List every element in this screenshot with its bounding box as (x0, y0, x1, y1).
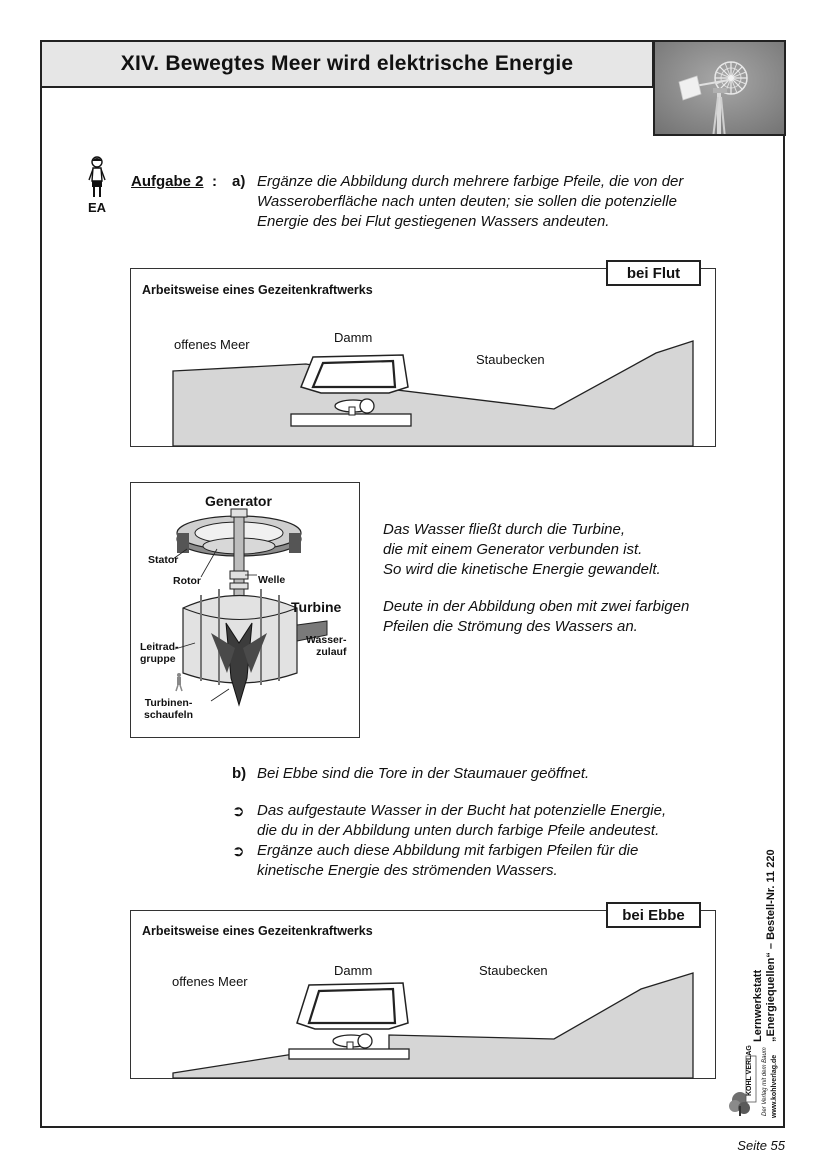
bullet-1-text (257, 801, 666, 841)
part-b-text: Bei Ebbe sind die Tore in der Staumauer geöffnet. (257, 765, 590, 782)
publisher-url: www.kohlverlag.de (771, 1054, 778, 1118)
part-a-letter: a) (232, 173, 246, 190)
wasserzulauf-line: zulauf (316, 646, 347, 658)
part-a-line: Energie des bei Flut gestiegenen Wassers andeuten. (257, 213, 610, 230)
generator-label: Generator (205, 493, 272, 509)
wasserzulauf-line: Wasser- (306, 634, 347, 646)
diagram-title: Arbeitsweise eines Gezeitenkraftwerks (142, 283, 373, 297)
ea-label: EA (87, 200, 107, 215)
page-title: XIV. Bewegtes Meer wird elektrische Energie (120, 52, 574, 75)
rotor-label: Rotor (173, 575, 201, 587)
leitrad-line: gruppe (140, 653, 176, 665)
stator-label: Stator (148, 554, 179, 566)
explanation-line: die mit einem Generator verbunden ist. (383, 541, 643, 558)
turbinenschaufeln-line: schaufeln (144, 709, 194, 721)
generator-turbine-illustration (130, 482, 360, 738)
turbine-label: Turbine (291, 599, 342, 615)
basin-label: Staubecken (479, 963, 548, 978)
diagram-flut (130, 268, 716, 447)
sidebar-title: Lernwerkstatt (752, 969, 764, 1042)
explanation-task-line: Pfeilen die Strömung des Wassers an. (383, 618, 638, 635)
publisher-slogan: Der Verlag mit dem Baum (762, 1047, 768, 1116)
bullet-line: Ergänze auch diese Abbildung mit farbigen Pfeilen für die (257, 842, 639, 859)
wasserzulauf-label (306, 634, 346, 658)
student-icon (86, 155, 108, 204)
explanation-line: Das Wasser fließt durch die Turbine, (383, 521, 626, 538)
explanation-task (383, 597, 689, 637)
title-bar (40, 40, 654, 88)
leitrad-label (140, 641, 179, 665)
dam-label: Damm (334, 963, 373, 978)
diagram-ebbe (130, 910, 716, 1079)
bullet-line: kinetische Energie des strömenden Wassers. (257, 862, 558, 879)
sea-label: offenes Meer (174, 337, 250, 352)
basin-label: Staubecken (476, 352, 545, 367)
part-a-line: Ergänze die Abbildung durch mehrere farbige Pfeile, die von der (257, 173, 684, 190)
dam-label: Damm (334, 330, 373, 345)
explanation-text (383, 520, 661, 580)
part-b-letter: b) (232, 765, 247, 782)
leitrad-line: Leitrad- (140, 641, 179, 653)
welle-label: Welle (258, 574, 286, 586)
turbinenschaufeln-line: Turbinen- (144, 697, 193, 709)
part-a-line: Wasseroberfläche nach unten deuten; sie sollen die potenzielle (257, 193, 677, 210)
turbinenschaufeln-label (144, 697, 193, 721)
bullet-2-text (257, 841, 638, 881)
windmill-photo (653, 40, 786, 136)
sea-label: offenes Meer (172, 974, 248, 989)
sidebar-order: „Energiequellen“ – Bestell-Nr. 11 220 (765, 849, 777, 1042)
flut-tag: bei Flut (606, 260, 701, 286)
task-colon: : (212, 173, 217, 190)
task-label: Aufgabe 2 (131, 173, 204, 190)
arrow-bullet-icon: ➲ (232, 843, 245, 860)
arrow-bullet-icon: ➲ (232, 803, 245, 820)
explanation-line: So wird die kinetische Energie gewandelt. (383, 561, 661, 578)
page-number: Seite 55 (737, 1138, 785, 1153)
ebbe-tag: bei Ebbe (606, 902, 701, 928)
diagram-title: Arbeitsweise eines Gezeitenkraftwerks (142, 924, 373, 938)
explanation-task-line: Deute in der Abbildung oben mit zwei farbigen (383, 598, 690, 615)
publisher-name: KOHL VERLAG (746, 1045, 753, 1096)
bullet-line: die du in der Abbildung unten durch farbige Pfeile andeutest. (257, 822, 660, 839)
part-a-text (257, 172, 683, 232)
bullet-line: Das aufgestaute Wasser in der Bucht hat potenzielle Energie, (257, 802, 667, 819)
